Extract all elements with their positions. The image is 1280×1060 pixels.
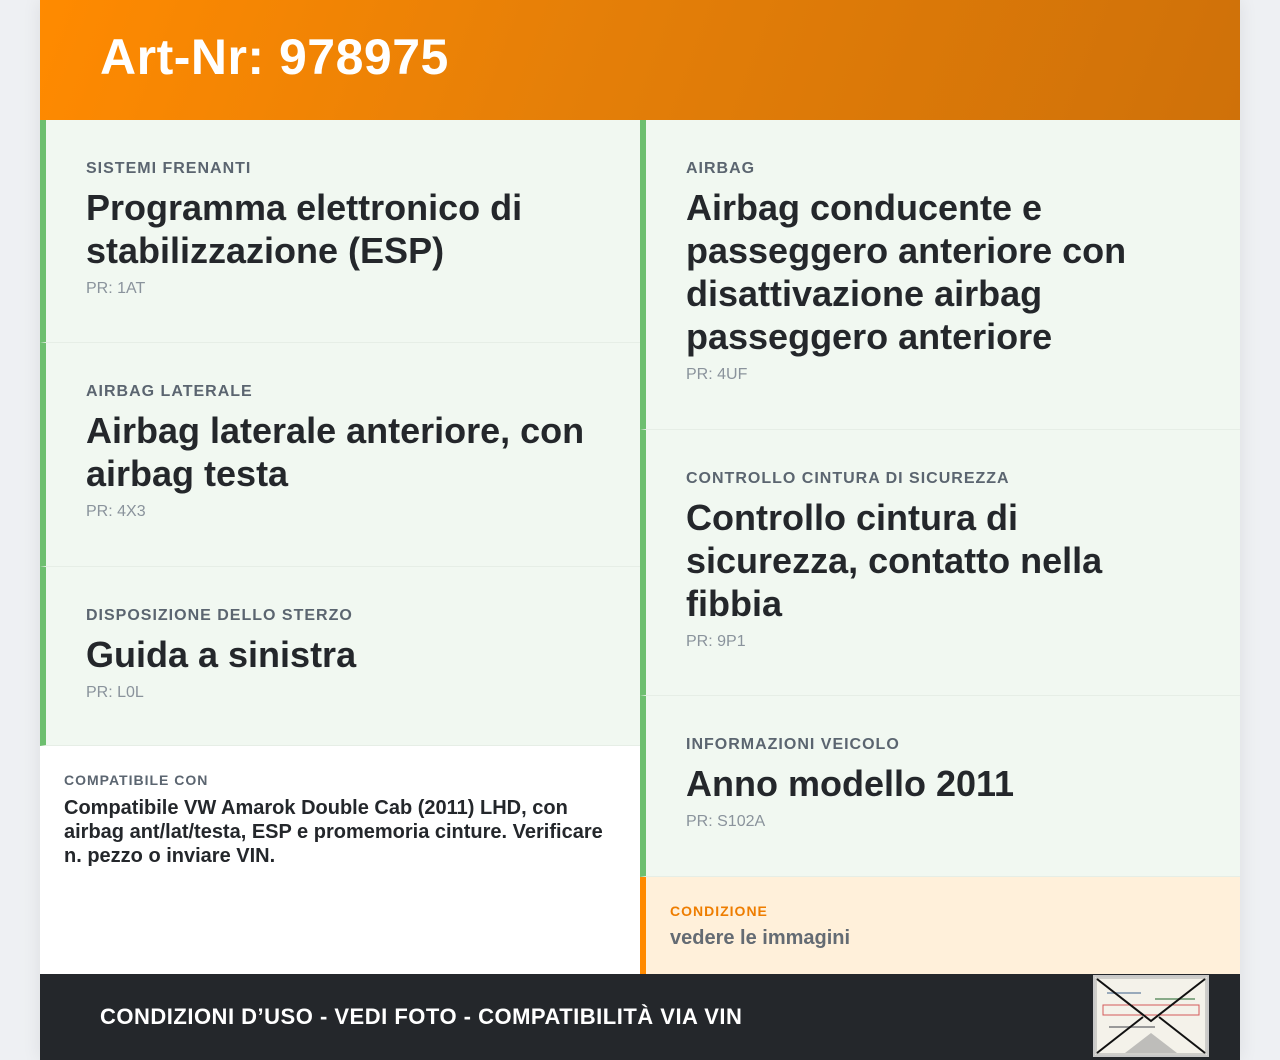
feature-title: Controllo cintura di sicurezza, contatto nella fibbia [686, 497, 1103, 624]
feature-pr-code: PR: 4X3 [86, 503, 146, 520]
compatibility-box [40, 746, 640, 974]
vin-label-thumbnail [1093, 975, 1209, 1057]
feature-card [40, 567, 640, 746]
feature-pr-code: PR: 9P1 [686, 633, 746, 650]
feature-card [40, 343, 640, 567]
left-column [40, 120, 640, 974]
feature-pr-code: PR: 1AT [86, 280, 146, 297]
footer-bar [40, 974, 1240, 1060]
condition-box [640, 877, 1240, 974]
feature-card [640, 696, 1240, 877]
right-column [640, 120, 1240, 974]
feature-title: Programma elettronico di stabilizzazione (ESP) [86, 187, 523, 271]
condition-label: CONDIZIONE [670, 903, 768, 919]
header-banner [40, 0, 1240, 120]
feature-title: Anno modello 2011 [686, 763, 1015, 804]
feature-pr-code: PR: L0L [86, 684, 144, 701]
feature-category: AIRBAG LATERALE [86, 383, 253, 400]
envelope-icon [1095, 977, 1207, 1055]
feature-category: CONTROLLO CINTURA DI SICUREZZA [686, 470, 1010, 487]
compatibility-text: Compatibile VW Amarok Double Cab (2011) LHD, con airbag ant/lat/testa, ESP e promemoria cinture. Verificare n. pezzo o inviare VIN. [64, 797, 603, 867]
feature-category: INFORMAZIONI VEICOLO [686, 736, 900, 753]
feature-category: SISTEMI FRENANTI [86, 160, 252, 177]
feature-card [640, 120, 1240, 430]
equipment-columns [40, 120, 1240, 974]
compatibility-label: COMPATIBILE CON [64, 772, 209, 788]
feature-card [640, 430, 1240, 696]
feature-category: DISPOSIZIONE DELLO STERZO [86, 607, 353, 624]
footer-text: CONDIZIONI D’USO - VEDI FOTO - COMPATIBILITÀ VIA VIN [100, 1004, 743, 1029]
feature-title: Guida a sinistra [86, 634, 357, 675]
feature-category: AIRBAG [686, 160, 756, 177]
listing-sheet [40, 0, 1240, 1060]
feature-card [40, 120, 640, 343]
feature-pr-code: PR: 4UF [686, 366, 748, 383]
article-number-title: Art-Nr: 978975 [100, 29, 449, 85]
feature-pr-code: PR: S102A [686, 813, 766, 830]
condition-text: vedere le immagini [670, 927, 851, 949]
feature-title: Airbag laterale anteriore, con airbag testa [86, 410, 585, 494]
feature-title: Airbag conducente e passeggero anteriore con disattivazione airbag passeggero anteriore [686, 187, 1127, 357]
